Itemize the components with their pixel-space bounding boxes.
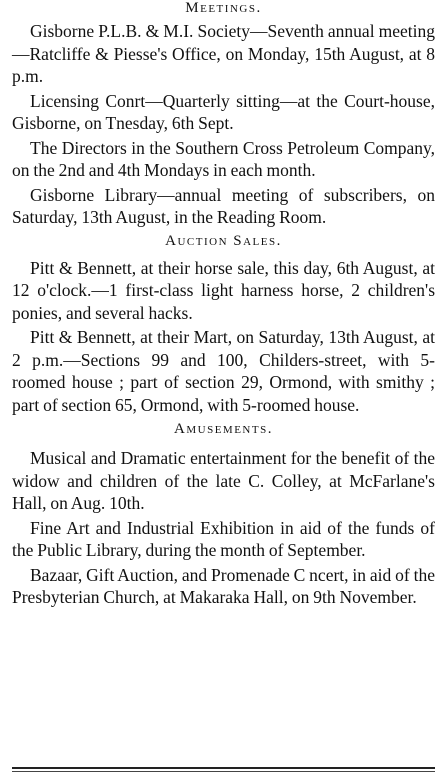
notice-society-meeting: Gisborne P.L.B. & M.I. Society—Seventh annual meeting—Ratcliffe & Piesse's Office, on Monday, 15th August, at 8 p.m.	[12, 21, 435, 86]
notice-entertainment: Musical and Dramatic entertainment for the benefit of the widow and children of the late C. Colley, at McFarlane's Hall, on Aug. 10th.	[12, 448, 435, 513]
section-heading-amusements: Amusements.	[174, 421, 273, 437]
notice-bazaar: Bazaar, Gift Auction, and Promenade C ncert, in aid of the Presbyterian Church, at Makaraka Hall, on 9th November.	[12, 564, 435, 607]
notice-exhibition: Fine Art and Industrial Exhibition in aid of the funds of the Public Library, during the month of September.	[12, 517, 435, 560]
notice-library-meeting: Gisborne Library—annual meeting of subscribers, on Saturday, 13th August, in the Reading Room.	[12, 184, 435, 227]
section-heading-meetings: Meetings.	[185, 0, 262, 16]
notice-horse-sale: Pitt & Bennett, at their horse sale, this day, 6th August, at 12 o'clock.—1 first-class light harness horse, 2 children's ponies, and several hacks.	[12, 257, 435, 323]
notice-petroleum-company: The Directors in the Southern Cross Petroleum Company, on the 2nd and 4th Mondays in each month.	[12, 137, 435, 180]
column-end-rule-thick	[12, 767, 435, 769]
notice-licensing-court: Licensing Conrt—Quarterly sitting—at the Court-house, Gisborne, on Tnesday, 6th Sept.	[12, 90, 435, 133]
section-heading-auction-sales: Auction Sales.	[165, 232, 282, 249]
column-end-rule-thin	[12, 771, 435, 772]
notice-mart-sale: Pitt & Bennett, at their Mart, on Saturday, 13th August, at 2 p.m.—Sections 99 and 100, Childers-street, with 5-roomed house ; part of section 29, Ormond, with smithy ; part of section 65, Ormond, with 5-roomed house.	[12, 327, 435, 415]
